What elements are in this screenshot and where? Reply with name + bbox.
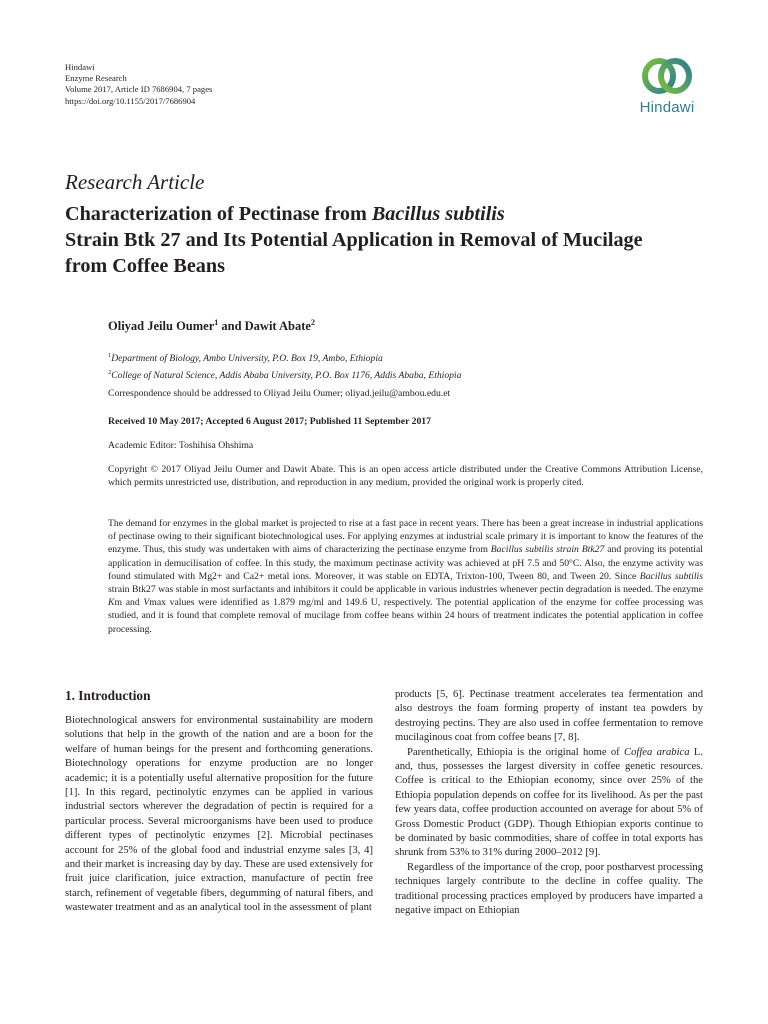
copyright-notice: Copyright © 2017 Oliyad Jeilu Oumer and Dawit Abate. This is an open access article distributed under the Creative Commons Attribution License, which permits unrestricted use, distribution, and reproduction in any medium, provided the original work is properly cited. xyxy=(108,464,703,489)
affiliation-2-text: College of Natural Science, Addis Ababa University, P.O. Box 1176, Addis Ababa, Ethiopia xyxy=(111,370,462,382)
left-column xyxy=(65,714,373,916)
journal-name: Enzyme Research xyxy=(65,73,127,84)
intro-paragraph-1-cont: products [5, 6]. Pectinase treatment accelerates tea fermentation and also destroys the foam forming property of instant tea powders by destroying pectins. They are also used in coffee fermentation to remove mucilaginous coat from coffee beans [7, 8]. xyxy=(395,689,703,744)
intro-p2-text-b: L. and, thus, possesses the largest diversity in coffee genetic resources. Coffee is critical to the Ethiopian economy, since over 25% of the Ethiopia population depends on coffee for its livelihood. As per the past few years data, coffee production accounted on average for about 5% of Gross Domestic Product (GDP). Though Ethiopian exports continue to be dominated by basic commodities, share of coffee in total exports has shrunk from 53% to 31% during 2000–2012 [9]. xyxy=(395,746,703,859)
author-2: Dawit Abate xyxy=(244,319,311,334)
author-and: and xyxy=(218,319,245,334)
section-heading-introduction: 1. Introduction xyxy=(65,688,151,703)
title-part-1: Characterization of Pectinase from xyxy=(65,203,372,225)
intro-paragraph-2 xyxy=(395,746,703,861)
affiliation-1-number: 1 xyxy=(108,352,112,359)
abstract-text-3: strain Btk27 was stable in most surfactants and inhibitors it could be applicable in various industries whenever pectin degradation is needed. The enzyme xyxy=(108,584,703,596)
abstract-vmax: V xyxy=(143,597,150,609)
affiliation-2 xyxy=(108,366,461,383)
intro-p2-italic: Coffea arabica xyxy=(624,746,690,758)
abstract-italic-1: Bacillus subtilis strain Btk27 xyxy=(490,544,605,556)
abstract xyxy=(108,517,703,636)
author-1-affil: 1 xyxy=(214,318,219,327)
academic-editor: Academic Editor: Toshihisa Ohshima xyxy=(108,440,254,451)
abstract-italic-2: Bacillus subtilis xyxy=(639,570,704,582)
article-title xyxy=(65,201,665,279)
right-column xyxy=(395,688,703,919)
author-1: Oliyad Jeilu Oumer xyxy=(108,319,215,334)
author-list xyxy=(108,318,315,334)
abstract-text-2: and proving its potential application in demucilisation of coffee. In this study, the maximum pectinase activity was achieved at pH 7.5 and 50°C. Also, the enzyme activity was found stimulated with Mg2+ and Ca2+ metal ions. Moreover, it was stable on EDTA, Trixton-100, Tween 80, and Tween 20. Since xyxy=(108,544,703,582)
journal-header xyxy=(65,62,212,107)
intro-p2-text-a: Parenthetically, Ethiopia is the original home of xyxy=(407,746,625,758)
intro-paragraph-1: Biotechnological answers for environmental sustainability are modern solutions that help in the growth of the nation and are a boon for the welfare of human beings for the present and forthcoming generations. Biotechnology operations for enzyme production are no longer academic; it is a potentially useful alternative proposition for the future [1]. In this regard, pectinolytic enzymes can be applied in various industrial sectors wherever the degradation of pectin is required for a particular process. Several microorganisms have been used to produce different types of pectinolytic enzymes [2]. Microbial pectinases account for 25% of the global food and industrial enzyme sales [3, 4] and their market is increasing day by day. These are used extensively for fruit juice clarification, juice extraction, manufacture of pectin free starch, refinement of vegetable fibers, degumming of natural fibers, and wastewater treatment and as an analytical tool in the assessment of plant xyxy=(65,715,373,914)
abstract-text-5: max values were identified as 1.879 mg/ml and 149.6 U, respectively. The potential application of the enzyme for coffee processing was studied, and it is found that complete removal of mucilage from coffee beans within 24 hours of treatment indicates the potential application in coffee processing. xyxy=(108,597,703,635)
publisher-name: Hindawi xyxy=(65,62,95,72)
hindawi-logo xyxy=(632,55,702,135)
abstract-text-1: The demand for enzymes in the global market is projected to rise at a fast pace in recent years. There has been a great increase in industrial applications of pectinase owing to their significant biotechnological uses. For applying enzymes at industrial scale primary it is important to know the features of the enzyme. Thus, this study was undertaken with aims of characterizing the pectinase enzyme from xyxy=(108,518,703,556)
abstract-text-4: m and xyxy=(114,597,144,609)
hindawi-rings-icon xyxy=(641,55,693,97)
affiliation-2-number: 2 xyxy=(108,369,112,377)
affiliation-1-text: Department of Biology, Ambo University, P.O. Box 19, Ambo, Ethiopia xyxy=(111,353,383,365)
volume-info: Volume 2017, Article ID 7686904, 7 pages xyxy=(65,84,213,95)
correspondence: Correspondence should be addressed to Oliyad Jeilu Oumer; oliyad.jeilu@ambou.edu.et xyxy=(108,388,451,399)
title-species: Bacillus subtilis xyxy=(371,203,505,225)
publication-dates: Received 10 May 2017; Accepted 6 August 2017; Published 11 September 2017 xyxy=(108,416,431,427)
affiliations xyxy=(108,349,461,383)
article-type: Research Article xyxy=(65,170,205,194)
author-2-affil: 2 xyxy=(310,318,315,327)
intro-paragraph-3: Regardless of the importance of the crop, poor postharvest processing techniques largely contribute to the decline in coffee quality. The traditional processing practices employed by producers have imparted a negative impact on Ethiopian xyxy=(395,861,703,917)
title-part-2: Strain Btk 27 and Its Potential Application in Removal of Mucilage from Coffee Beans xyxy=(65,229,643,277)
affiliation-1 xyxy=(108,349,461,366)
doi-link[interactable]: https://doi.org/10.1155/2017/7686904 xyxy=(65,95,196,106)
logo-text: Hindawi xyxy=(639,99,695,116)
abstract-km: K xyxy=(108,597,115,609)
